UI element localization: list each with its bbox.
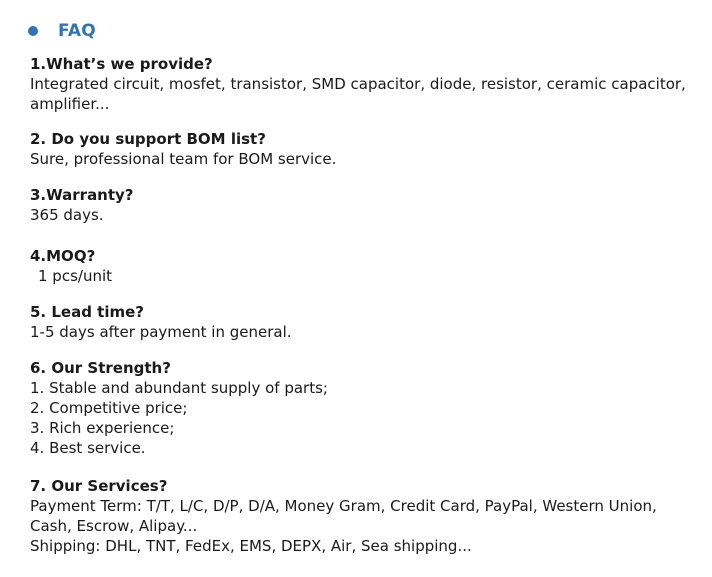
faq-item-services [30, 476, 700, 556]
faq-question: 4.MOQ? [30, 247, 96, 265]
faq-answer-line: Sure, professional team for BOM service. [30, 150, 337, 168]
faq-item-moq [30, 246, 700, 286]
faq-answer-line: 4. Best service. [30, 439, 146, 457]
faq-answer-line: Cash, Escrow, Alipay... [30, 517, 198, 535]
faq-item-warranty [30, 185, 700, 225]
faq-answer-line: 1-5 days after payment in general. [30, 323, 292, 341]
faq-item-bom [30, 129, 700, 169]
faq-list [30, 54, 700, 556]
faq-answer-line: 1. Stable and abundant supply of parts; [30, 379, 328, 397]
faq-answer-line: Payment Term: T/T, L/C, D/P, D/A, Money Gram, Credit Card, PayPal, Western Union, [30, 497, 657, 515]
faq-answer-line: 2. Competitive price; [30, 399, 188, 417]
faq-question: 5. Lead time? [30, 303, 144, 321]
faq-answer-line: 1 pcs/unit [38, 267, 113, 285]
bullet-dot-icon [28, 26, 38, 36]
faq-question: 6. Our Strength? [30, 359, 171, 377]
faq-question: 1.What’s we provide? [30, 55, 213, 73]
faq-header [28, 19, 96, 43]
faq-item-strength [30, 358, 700, 458]
faq-question: 3.Warranty? [30, 186, 134, 204]
faq-title: FAQ [58, 21, 96, 41]
faq-item-provide [30, 54, 700, 114]
faq-item-lead-time [30, 302, 700, 342]
faq-answer-line: 365 days. [30, 206, 104, 224]
faq-answer-line: 3. Rich experience; [30, 419, 175, 437]
faq-question: 2. Do you support BOM list? [30, 130, 266, 148]
faq-answer-line: Shipping: DHL, TNT, FedEx, EMS, DEPX, Air, Sea shipping... [30, 537, 472, 555]
faq-answer-line: Integrated circuit, mosfet, transistor, SMD capacitor, diode, resistor, ceramic capacitor, [30, 75, 686, 93]
faq-answer-line: amplifier... [30, 95, 110, 113]
faq-question: 7. Our Services? [30, 477, 168, 495]
